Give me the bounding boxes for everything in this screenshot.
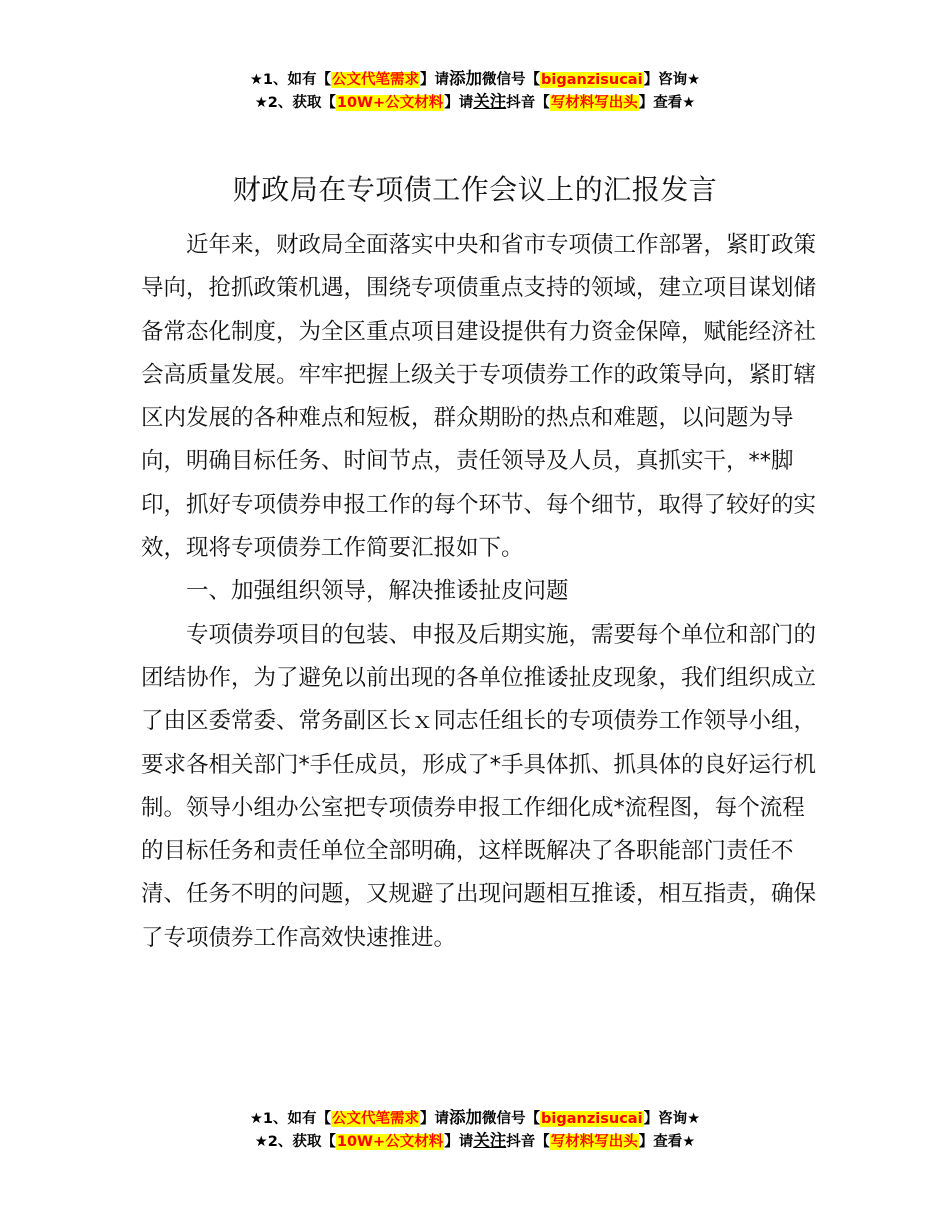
promo-highlight: 公文代笔需求 — [332, 72, 420, 88]
promo-emphasis: 关注 — [473, 92, 507, 111]
promo-text: 】咨询★ — [643, 1111, 701, 1127]
promo-text: 】请 — [444, 95, 474, 111]
promo-text: ★2、获取【 — [254, 95, 336, 111]
promo-banner-top — [0, 68, 950, 114]
promo-emphasis: 关注 — [473, 1131, 507, 1150]
promo-text: ★2、获取【 — [254, 1134, 336, 1150]
promo-line-2 — [0, 91, 950, 114]
promo-text: 微信号【 — [482, 1111, 541, 1127]
promo-highlight: biganzisucai — [541, 72, 643, 88]
promo-text: 】查看★ — [638, 1134, 696, 1150]
promo-emphasis: 添加 — [449, 1108, 483, 1127]
promo-highlight: 写材料写出头 — [550, 95, 638, 111]
promo-highlight: 10W+公文材料 — [336, 95, 444, 111]
promo-text: 抖音【 — [506, 95, 550, 111]
promo-line-2 — [0, 1130, 950, 1153]
promo-highlight: biganzisucai — [541, 1111, 643, 1127]
promo-text: 抖音【 — [506, 1134, 550, 1150]
promo-text: 】请 — [444, 1134, 474, 1150]
promo-text: ★1、如有【 — [249, 1111, 332, 1127]
promo-text: 】请 — [420, 1111, 450, 1127]
document-title: 财政局在专项债工作会议上的汇报发言 — [232, 173, 718, 206]
promo-text: 微信号【 — [482, 72, 541, 88]
promo-highlight: 写材料写出头 — [550, 1134, 638, 1150]
promo-highlight: 10W+公文材料 — [336, 1134, 444, 1150]
promo-banner-bottom — [0, 1107, 950, 1153]
promo-text: 】查看★ — [638, 95, 696, 111]
section-heading: 一、加强组织领导，解决推诿扯皮问题 — [186, 578, 569, 605]
promo-highlight: 公文代笔需求 — [332, 1111, 420, 1127]
body-paragraph: 近年来，财政局全面落实中央和省市专项债工作部署，紧盯政策导向，抢抓政策机遇，围绕专项债重点支持的领域，建立项目谋划储备常态化制度，为全区重点项目建设提供有力资金保障，赋能经济社会高质量发展。牢牢把握上级关于专项债券工作的政策导向，紧盯辖区内发展的各种难点和短板，群众期盼的热点和难题，以问题为导向，明确目标任务、时间节点，责任领导及人员，真抓实干，**脚印，抓好专项债券申报工作的每个环节、每个细节，取得了较好的实效，现将专项债券工作简要汇报如下。 — [141, 232, 817, 562]
document-body — [141, 224, 821, 960]
promo-line-1 — [0, 1107, 950, 1130]
promo-text: 】咨询★ — [643, 72, 701, 88]
promo-text: 】请 — [420, 72, 450, 88]
promo-line-1 — [0, 68, 950, 91]
body-paragraph: 专项债券项目的包装、申报及后期实施，需要每个单位和部门的团结协作，为了避免以前出现的各单位推诿扯皮现象，我们组织成立了由区委常委、常务副区长ｘ同志任组长的专项债券工作领导小组，要求各相关部门*手任成员，形成了*手具体抓、抓具体的良好运行机制。领导小组办公室把专项债券申报工作细化成*流程图，每个流程的目标任务和责任单位全部明确，这样既解决了各职能部门责任不清、任务不明的问题，又规避了出现问题相互推诿，相互指责，确保了专项债券工作高效快速推进。 — [141, 621, 817, 951]
promo-text: ★1、如有【 — [249, 72, 332, 88]
promo-emphasis: 添加 — [449, 69, 483, 88]
